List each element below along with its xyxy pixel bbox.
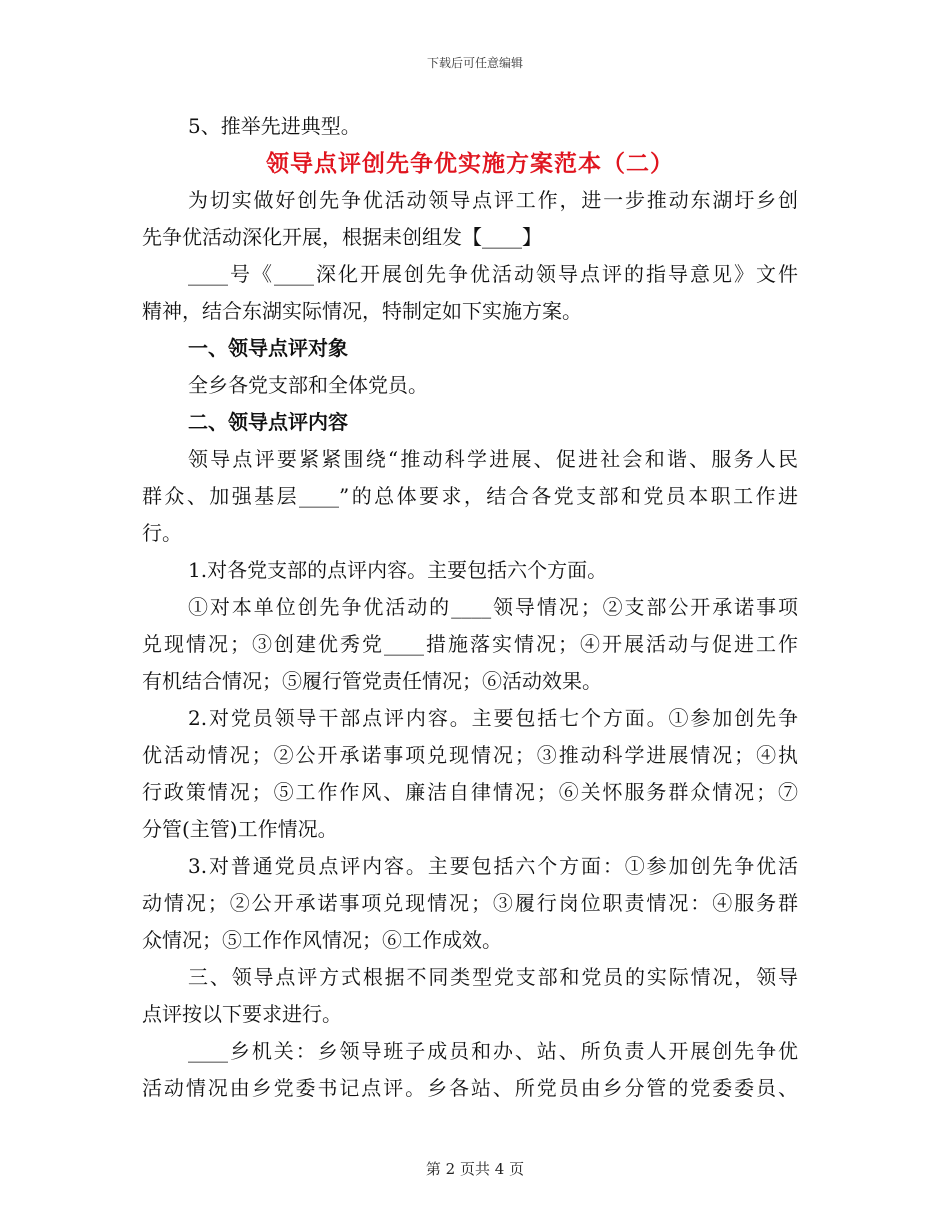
paragraph-line: 兑现情况；③创建优秀党____措施落实情况；④开展活动与促进工作 [142,632,798,656]
paragraph-line: 动情况；②公开承诺事项兑现情况；③履行岗位职责情况：④服务群 [142,891,798,915]
paragraph-line: ①对本单位创先争优活动的____领导情况；②支部公开承诺事项 [188,595,798,619]
page-footer: 第 2 页共 4 页 [425,1160,525,1178]
paragraph-line: 3.对普通党员点评内容。主要包括六个方面：①参加创先争优活 [188,854,798,878]
paragraph-line: 活动情况由乡党委书记点评。乡各站、所党员由乡分管的党委委员、 [142,1076,798,1100]
section-heading: 二、领导点评内容 [188,410,348,434]
paragraph-line: 2.对党员领导干部点评内容。主要包括七个方面。①参加创先争 [188,706,798,730]
paragraph-line: 优活动情况；②公开承诺事项兑现情况；③推动科学进展情况；④执 [142,743,798,767]
section-heading: 一、领导点评对象 [188,336,348,360]
paragraph-line: 三、领导点评方式根据不同类型党支部和党员的实际情况，领导 [188,965,798,989]
paragraph-line: 5、推举先进典型。 [188,114,361,138]
paragraph-line: 点评按以下要求进行。 [142,1002,342,1026]
paragraph-line: 领导点评要紧紧围绕“推动科学进展、促进社会和谐、服务人民 [188,447,798,471]
paragraph-line: 先争优活动深化开展，根据耒创组发【____】 [142,225,542,249]
document-body [142,108,798,1107]
document-title: 领导点评创先争优实施方案范本（二） [266,150,674,177]
paragraph-line: 为切实做好创先争优活动领导点评工作，进一步推动东湖圩乡创 [188,188,798,212]
paragraph-line: ____号《____深化开展创先争优活动领导点评的指导意见》文件 [188,262,798,286]
page-header: 下载后可任意编辑 [426,56,523,70]
paragraph-line: 1.对各党支部的点评内容。主要包括六个方面。 [188,558,608,582]
paragraph-line: 有机结合情况；⑤履行管党责任情况；⑥活动效果。 [142,669,602,693]
paragraph-line: 行。 [142,521,182,545]
paragraph-line: 行政策情况；⑤工作作风、廉洁自律情况；⑥关怀服务群众情况；⑦ [142,780,798,804]
paragraph-line: 群众、加强基层____”的总体要求，结合各党支部和党员本职工作进 [142,484,798,508]
paragraph-line: 众情况；⑤工作作风情况；⑥工作成效。 [142,928,502,952]
paragraph-line: ____乡机关：乡领导班子成员和办、站、所负责人开展创先争优 [188,1039,798,1063]
paragraph-line: 全乡各党支部和全体党员。 [188,373,428,397]
paragraph-line: 精神，结合东湖实际情况，特制定如下实施方案。 [142,299,582,323]
paragraph-line: 分管(主管)工作情况。 [142,817,338,841]
